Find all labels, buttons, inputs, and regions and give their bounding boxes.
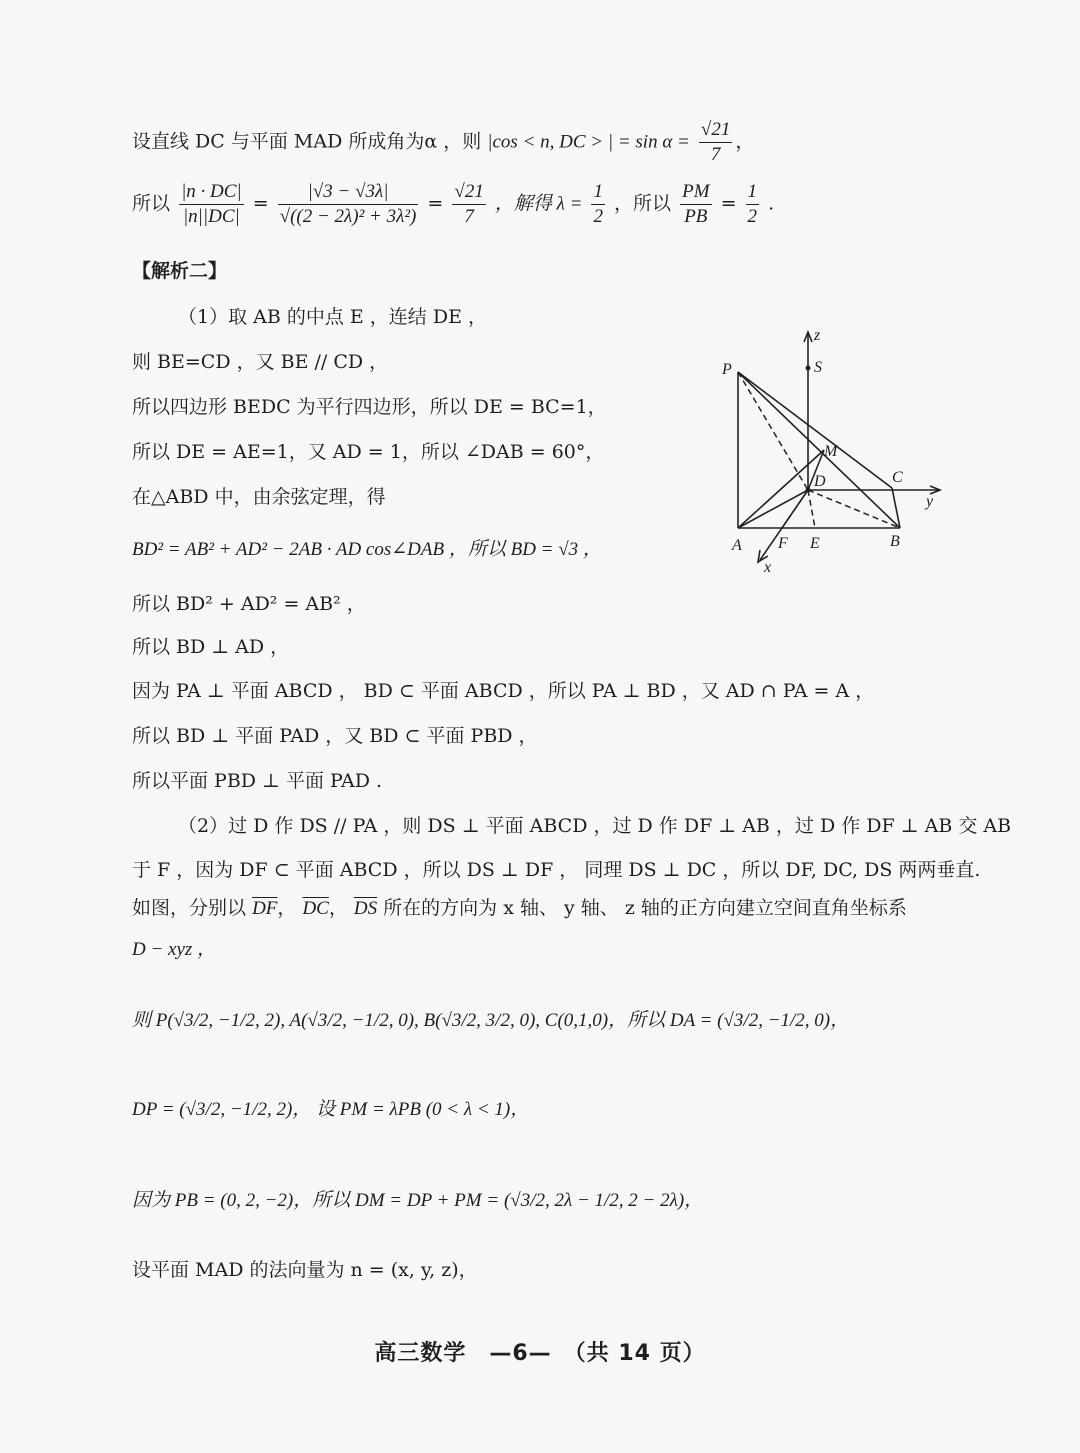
label-z: z [814,327,821,344]
section-heading: 【解析二】 [132,260,228,282]
label-P: P [722,361,732,378]
coords-line: 则 P(√3/2, −1/2, 2), A(√3/2, −1/2, 0), B(√3/2, 3/2, 0), C(0,1,0)，所以 DA = (√3/2, −1/2, 0)， [132,1010,850,1031]
label-S: S [814,359,822,376]
para-1-6: BD² = AB² + AD² − 2AB · AD cos∠DAB ，所以 BD = √3 ， [132,539,602,560]
para-1-1: （1）取 AB 的中点 E ，连结 DE ， [178,306,487,328]
para-1-4: 所以 DE = AE=1，又 AD = 1，所以 ∠DAB = 60°， [132,441,605,463]
label-D: D [814,473,826,490]
fraction: $\frac{|√3 - √3\lambda|}{\text{√((2 − 2λ)² + 3λ²)}}$ [279,181,417,227]
label-E: E [810,535,820,552]
label-M: M [824,443,838,460]
label-y: y [926,493,934,510]
para-1-9: 因为 PA ⊥ 平面 ABCD ， BD ⊂ 平面 ABCD ，所以 PA ⊥ BD ，又 AD ∩ PA = A ， [132,680,875,702]
fraction: $\frac{|n \cdot DC|}{|n||DC|}$ [181,181,242,227]
para-2-3: 如图，分别以 $\overline{DF}$， $\overline{DC}$， $\overline{DS}$ 所在的方向为 x 轴、 y 轴、 z 轴的正方向建立空间直角坐标系 [132,897,907,919]
page-footer: 高三数学 —6— （共 14 页） [374,1341,706,1366]
vector-dm-line: 因为 PB = (0, 2, −2)，所以 DM = DP + PM = (√3/2, 2λ − 1/2, 2 − 2λ)， [132,1190,704,1211]
para-1-11: 所以平面 PBD ⊥ 平面 PAD . [132,770,383,792]
fraction: $\frac{√21}{7}$ [454,181,484,227]
para-1-10: 所以 BD ⊥ 平面 PAD ，又 BD ⊂ 平面 PBD ， [132,725,538,747]
label-C: C [892,469,903,486]
pyramid-figure [700,322,960,582]
fraction: $\frac{√21}{7}$ [700,119,731,165]
para-1-8: 所以 BD ⊥ AD ， [132,636,290,658]
normal-vector-line: 设平面 MAD 的法向量为 n = (x, y, z)， [132,1259,478,1281]
para-1-7: 所以 BD² + AD² = AB² ， [132,593,366,615]
line-angle-setup: 设直线 DC 与平面 MAD 所成角为α ，则 |cos < n, DC > | = sin α = $\frac{√21}{7}$ ， [132,119,755,165]
para-1-5: 在△ABD 中，由余弦定理，得 [132,486,386,508]
label-B: B [890,533,900,550]
fraction: $\frac{PM}{PB}$ [682,181,710,227]
para-1-2: 则 BE=CD ，又 BE // CD ， [132,351,389,373]
fraction: $\frac{1}{2}$ [593,181,603,227]
fraction: $\frac{1}{2}$ [747,181,758,227]
text: 设直线 DC 与平面 MAD 所成角为α ，则 [132,130,482,153]
label-x: x [764,559,772,576]
para-2-1: （2）过 D 作 DS // PA ，则 DS ⊥ 平面 ABCD ，过 D 作 DF ⊥ AB ，过 D 作 DF ⊥ AB 交 AB [178,815,1012,837]
label-F: F [778,535,788,552]
para-1-3: 所以四边形 BEDC 为平行四边形，所以 DE = BC=1， [132,396,607,418]
vector-dp-line: DP = (√3/2, −1/2, 2)， 设 PM = λPB (0 < λ < 1)， [132,1099,530,1120]
para-2-2: 于 F ，因为 DF ⊂ 平面 ABCD ，所以 DS ⊥ DF ， 同理 DS ⊥ DC ，所以 DF, DC, DS 两两垂直. [132,859,981,881]
para-2-4: D − xyz ， [132,939,217,960]
label-A: A [732,537,742,554]
math-expr: |cos < n, DC > | = sin α = [487,131,690,153]
line-solve-lambda: 所以 $\frac{|n \cdot DC|}{|n||DC|}$ = $\frac{|√3 - √3\lambda|}{\text{√((2 − 2λ)² + 3λ²)}}$ = $\frac{√21}{7}$ ，解得 λ = $\frac{1}{2}$ ，所以 $\frac{PM}{PB}$ = $\frac{1}{2}$ . [132,181,775,227]
